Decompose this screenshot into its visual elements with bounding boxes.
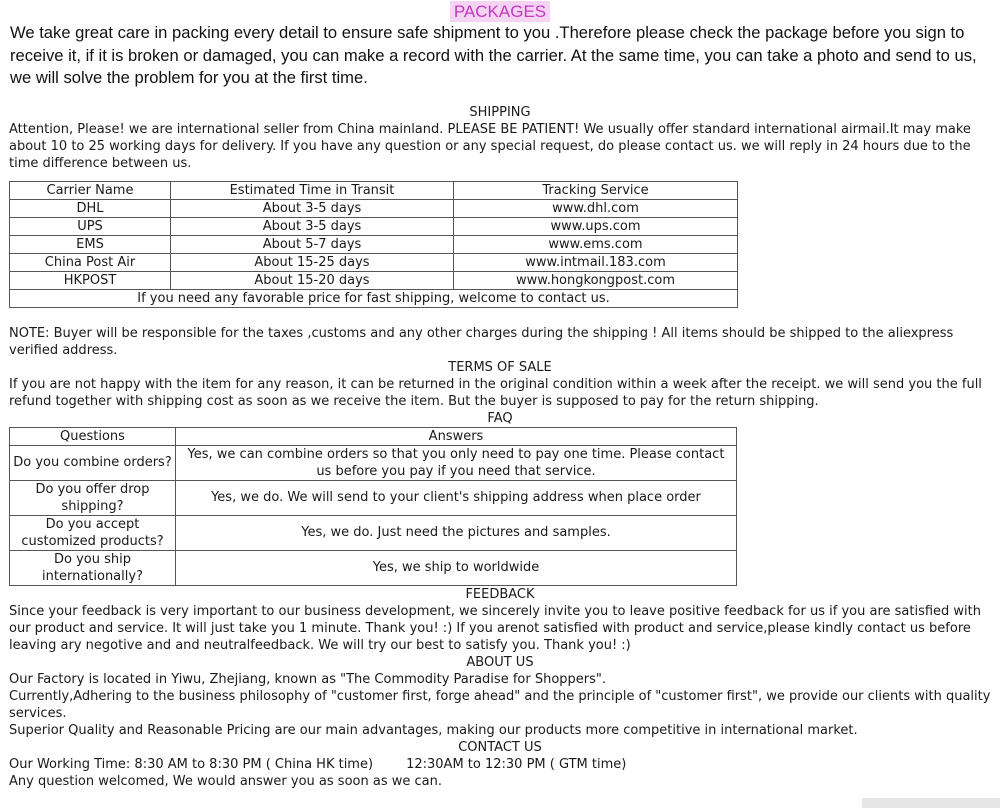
terms-title: TERMS OF SALE — [448, 359, 552, 375]
contact-hours: Our Working Time: 8:30 AM to 8:30 PM ( China HK time) 12:30AM to 12:30 PM ( GTM time) — [9, 756, 627, 772]
table-cell: About 15-25 days — [171, 253, 454, 271]
table-footer: If you need any favorable price for fast shipping, welcome to contact us. — [10, 289, 738, 307]
table-cell: www.hongkongpost.com — [454, 271, 738, 289]
faq-answer: Yes, we ship to worldwide — [176, 550, 737, 585]
about-line: Superior Quality and Reasonable Pricing are our main advantages, making our products more competitive in international market. — [9, 722, 858, 738]
contact-title: CONTACT US — [458, 739, 542, 755]
table-cell: DHL — [10, 199, 171, 217]
table-cell: About 15-20 days — [171, 271, 454, 289]
table-row — [10, 199, 738, 217]
table-cell: UPS — [10, 217, 171, 235]
table-cell: EMS — [10, 235, 171, 253]
faq-answer: Yes, we do. We will send to your client's shipping address when place order — [176, 480, 737, 515]
faq-answer: Yes, we do. Just need the pictures and samples. — [176, 515, 737, 550]
faq-question: Do you combine orders? — [10, 445, 176, 480]
table-cell: www.intmail.183.com — [454, 253, 738, 271]
column-header: Questions — [10, 427, 176, 445]
table-header-row — [10, 181, 738, 199]
faq-title: FAQ — [487, 410, 513, 426]
shipping-table — [9, 181, 738, 308]
about-line: Currently,Adhering to the business philosophy of "customer first, forge ahead" and the principle of "customer first", we provide our clients with quality services. — [9, 688, 991, 721]
column-header: Estimated Time in Transit — [171, 181, 454, 199]
table-footer-row — [10, 289, 738, 307]
table-cell: www.dhl.com — [454, 199, 738, 217]
shipping-text: Attention, Please! we are international seller from China mainland. PLEASE BE PATIENT! We usually offer standard international airmail.It may make about 10 to 25 working days for delivery. If you have any question or any special request, do please contact us. we will reply in 24 hours due to the time difference between us. — [9, 121, 971, 171]
table-row — [10, 515, 737, 550]
table-row — [10, 480, 737, 515]
table-cell: About 3-5 days — [171, 199, 454, 217]
packages-title: PACKAGES — [450, 1, 550, 22]
packages-header — [0, 0, 1000, 22]
scroll-edge-bar — [862, 798, 1000, 808]
table-row — [10, 271, 738, 289]
faq-answer: Yes, we can combine orders so that you only need to pay one time. Please contact us before you pay if you need that service. — [176, 445, 737, 480]
table-cell: About 3-5 days — [171, 217, 454, 235]
table-header-row — [10, 427, 737, 445]
column-header: Carrier Name — [10, 181, 171, 199]
about-title: ABOUT US — [466, 654, 534, 670]
table-row — [10, 445, 737, 480]
table-row — [10, 217, 738, 235]
contact-note: Any question welcomed, We would answer you as soon as we can. — [9, 773, 442, 789]
note-text: NOTE: Buyer will be responsible for the taxes ,customs and any other charges during the shipping ! All items should be shipped to the aliexpress verified address. — [9, 325, 954, 358]
column-header: Tracking Service — [454, 181, 738, 199]
about-line: Our Factory is located in Yiwu, Zhejiang, known as "The Commodity Paradise for Shoppers". — [9, 671, 607, 687]
feedback-text: Since your feedback is very important to our business development, we sincerely invite you to leave positive feedback for us if you are satisfied with our product and service. It will just take you 1 minute. Thank you! :) If you arenot satisfied with product and service,please kindly contact us before leaving ary negotive and and neutralfeedback. We will try our best to satisfy you. Thank you! :) — [9, 603, 982, 653]
table-row — [10, 550, 737, 585]
faq-question: Do you accept customized products? — [10, 515, 176, 550]
table-row — [10, 253, 738, 271]
table-cell: China Post Air — [10, 253, 171, 271]
table-cell: www.ems.com — [454, 235, 738, 253]
table-cell: www.ups.com — [454, 217, 738, 235]
feedback-title: FEEDBACK — [465, 586, 535, 602]
faq-question: Do you ship internationally? — [10, 550, 176, 585]
column-header: Answers — [176, 427, 737, 445]
table-row — [10, 235, 738, 253]
table-cell: HKPOST — [10, 271, 171, 289]
faq-question: Do you offer drop shipping? — [10, 480, 176, 515]
terms-text: If you are not happy with the item for any reason, it can be returned in the original condition within a week after the receipt. we will send you the full refund together with shipping cost as soon as we receive the item. But the buyer is supposed to pay for the return shipping. — [9, 376, 982, 409]
faq-table — [9, 427, 737, 586]
table-cell: About 5-7 days — [171, 235, 454, 253]
packages-text: We take great care in packing every detail to ensure safe shipment to you .Therefore please check the package before you sign to receive it, if it is broken or damaged, you can make a record with the carrier. At the same time, you can take a photo and send to us, we will solve the problem for you at the first time. — [10, 23, 977, 87]
shipping-title: SHIPPING — [469, 104, 531, 120]
